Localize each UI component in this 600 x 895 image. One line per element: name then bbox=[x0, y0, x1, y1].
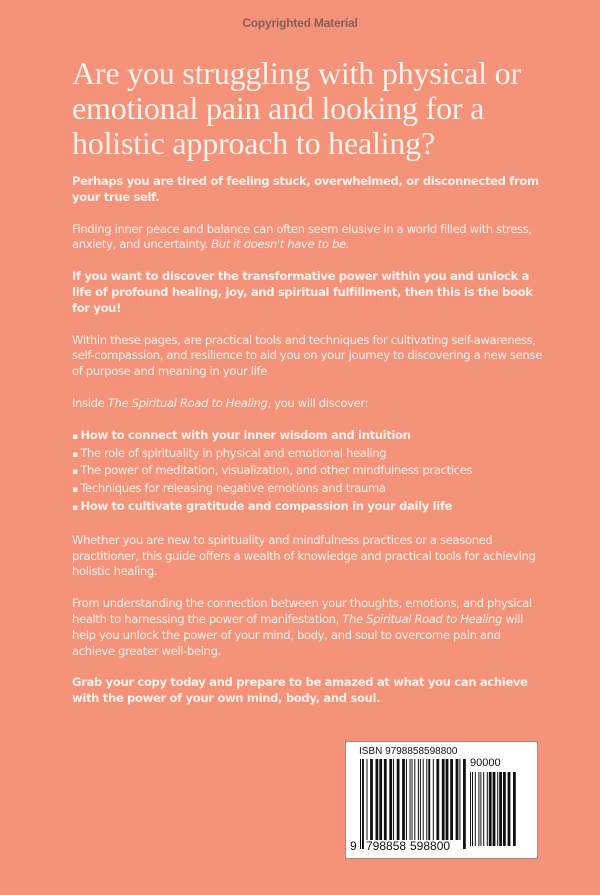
barcode-bar bbox=[389, 759, 392, 840]
copyright-notice: Copyrighted Material bbox=[242, 16, 358, 30]
barcode-bar bbox=[362, 759, 364, 849]
barcode-bar bbox=[472, 772, 473, 846]
barcode-digit-first: 9 bbox=[350, 839, 357, 853]
barcode-bar bbox=[370, 759, 373, 840]
text: will help you unlock the power of your mind, body, and soul to overcome pain and achieve greater well-being. bbox=[72, 611, 524, 658]
barcode-bar bbox=[442, 759, 445, 840]
barcode-bar bbox=[428, 759, 430, 840]
book-title: The Spiritual Road to Healing bbox=[107, 395, 268, 410]
barcode-bar bbox=[513, 772, 516, 846]
barcode-bar bbox=[420, 759, 421, 840]
barcode-bar bbox=[423, 759, 424, 840]
barcode-bar bbox=[456, 759, 459, 840]
list-item: ▪ How to cultivate gratitude and compassion in your daily life bbox=[72, 499, 542, 517]
paragraph-within: Within these pages, are practical tools and techniques for cultivating self-awareness, self-compassion, and resilience to aid you on your journey to discovering a new sense of purpose and meaning in your life bbox=[72, 332, 542, 379]
barcode-bar bbox=[397, 759, 400, 840]
barcode-bar bbox=[367, 759, 368, 840]
paragraph-discover: If you want to discover the transformative power within you and unlock a life of profound healing, joy, and spiritual fulfillment, then this is the book for you! bbox=[72, 269, 533, 315]
headline: Are you struggling with physical or emotional pain and looking for a holistic approach to healing? bbox=[72, 55, 521, 161]
benefits-list bbox=[72, 428, 542, 517]
barcode-bar bbox=[402, 759, 405, 840]
barcode-bar bbox=[426, 759, 427, 840]
barcode-bar bbox=[480, 772, 481, 846]
paragraph-call-to-action: Grab your copy today and prepare to be amazed at what you can achieve with the power of your own mind, body, and soul. bbox=[72, 675, 528, 706]
emphasis: But it doesn't have to be. bbox=[211, 237, 350, 252]
text: Finding inner peace and balance can often seem elusive in a world filled with stress, anxiety, and uncertainty. bbox=[72, 221, 532, 252]
book-title: The Spiritual Road to Healing bbox=[342, 611, 502, 626]
barcode-bar bbox=[414, 759, 415, 840]
price-code: 90000 bbox=[470, 757, 501, 769]
barcode-digits-left: 798858 bbox=[366, 839, 407, 853]
list-item: ▪ The power of meditation, visualization, and other mindfulness practices bbox=[72, 463, 542, 481]
back-cover-text bbox=[72, 56, 542, 723]
barcode-bar bbox=[433, 759, 434, 840]
barcode-bar bbox=[497, 772, 498, 846]
list-item: ▪ Techniques for releasing negative emotions and trauma bbox=[72, 481, 542, 499]
paragraph-inside bbox=[72, 396, 542, 412]
list-item: ▪ The role of spirituality in physical and emotional healing bbox=[72, 446, 542, 464]
barcode-bar bbox=[489, 772, 492, 846]
barcode-bar bbox=[475, 772, 476, 846]
barcode-bar bbox=[503, 772, 506, 846]
barcode-bar bbox=[493, 772, 496, 846]
barcode-digits-right: 598800 bbox=[410, 839, 451, 853]
barcode-bar bbox=[384, 759, 387, 840]
text: , you will discover: bbox=[267, 395, 369, 410]
barcode-bar bbox=[463, 759, 466, 849]
isbn-label: ISBN 9798858598800 bbox=[359, 746, 458, 757]
list-item: ▪ How to connect with your inner wisdom and intuition bbox=[72, 428, 542, 446]
barcode-bar bbox=[487, 772, 488, 846]
barcode-bar bbox=[376, 759, 379, 840]
barcode-bar bbox=[470, 772, 471, 846]
barcode-bar bbox=[410, 759, 411, 840]
barcode-bar bbox=[499, 772, 502, 846]
barcode-bar bbox=[412, 759, 413, 849]
barcode-bar bbox=[360, 759, 361, 849]
text: Inside bbox=[72, 395, 108, 410]
isbn-barcode bbox=[345, 741, 538, 859]
barcode-bar bbox=[436, 759, 439, 840]
barcode-bar bbox=[393, 759, 394, 840]
barcode-bar bbox=[406, 759, 407, 840]
barcode-bar bbox=[418, 759, 419, 840]
text: From understanding the connection between your thoughts, emotions, and physical health to harnessing the power of manifestation, bbox=[72, 596, 532, 626]
paragraph-intro: Perhaps you are tired of feeling stuck, overwhelmed, or disconnected from your true self. bbox=[72, 174, 539, 204]
barcode-bar bbox=[478, 772, 479, 846]
barcode-bar bbox=[379, 759, 382, 840]
barcode-bar bbox=[508, 772, 511, 846]
paragraph-inner-peace bbox=[72, 222, 542, 254]
barcode-bar bbox=[446, 759, 449, 840]
paragraph-whether: Whether you are new to spirituality and mindfulness practices or a seasoned practitioner, this guide offers a wealth of knowledge and practical tools for achieving holistic healing. bbox=[72, 532, 536, 579]
barcode-bar bbox=[483, 772, 484, 846]
paragraph-understanding bbox=[72, 596, 542, 659]
barcode-bar bbox=[459, 759, 460, 840]
barcode-bar bbox=[450, 759, 453, 840]
